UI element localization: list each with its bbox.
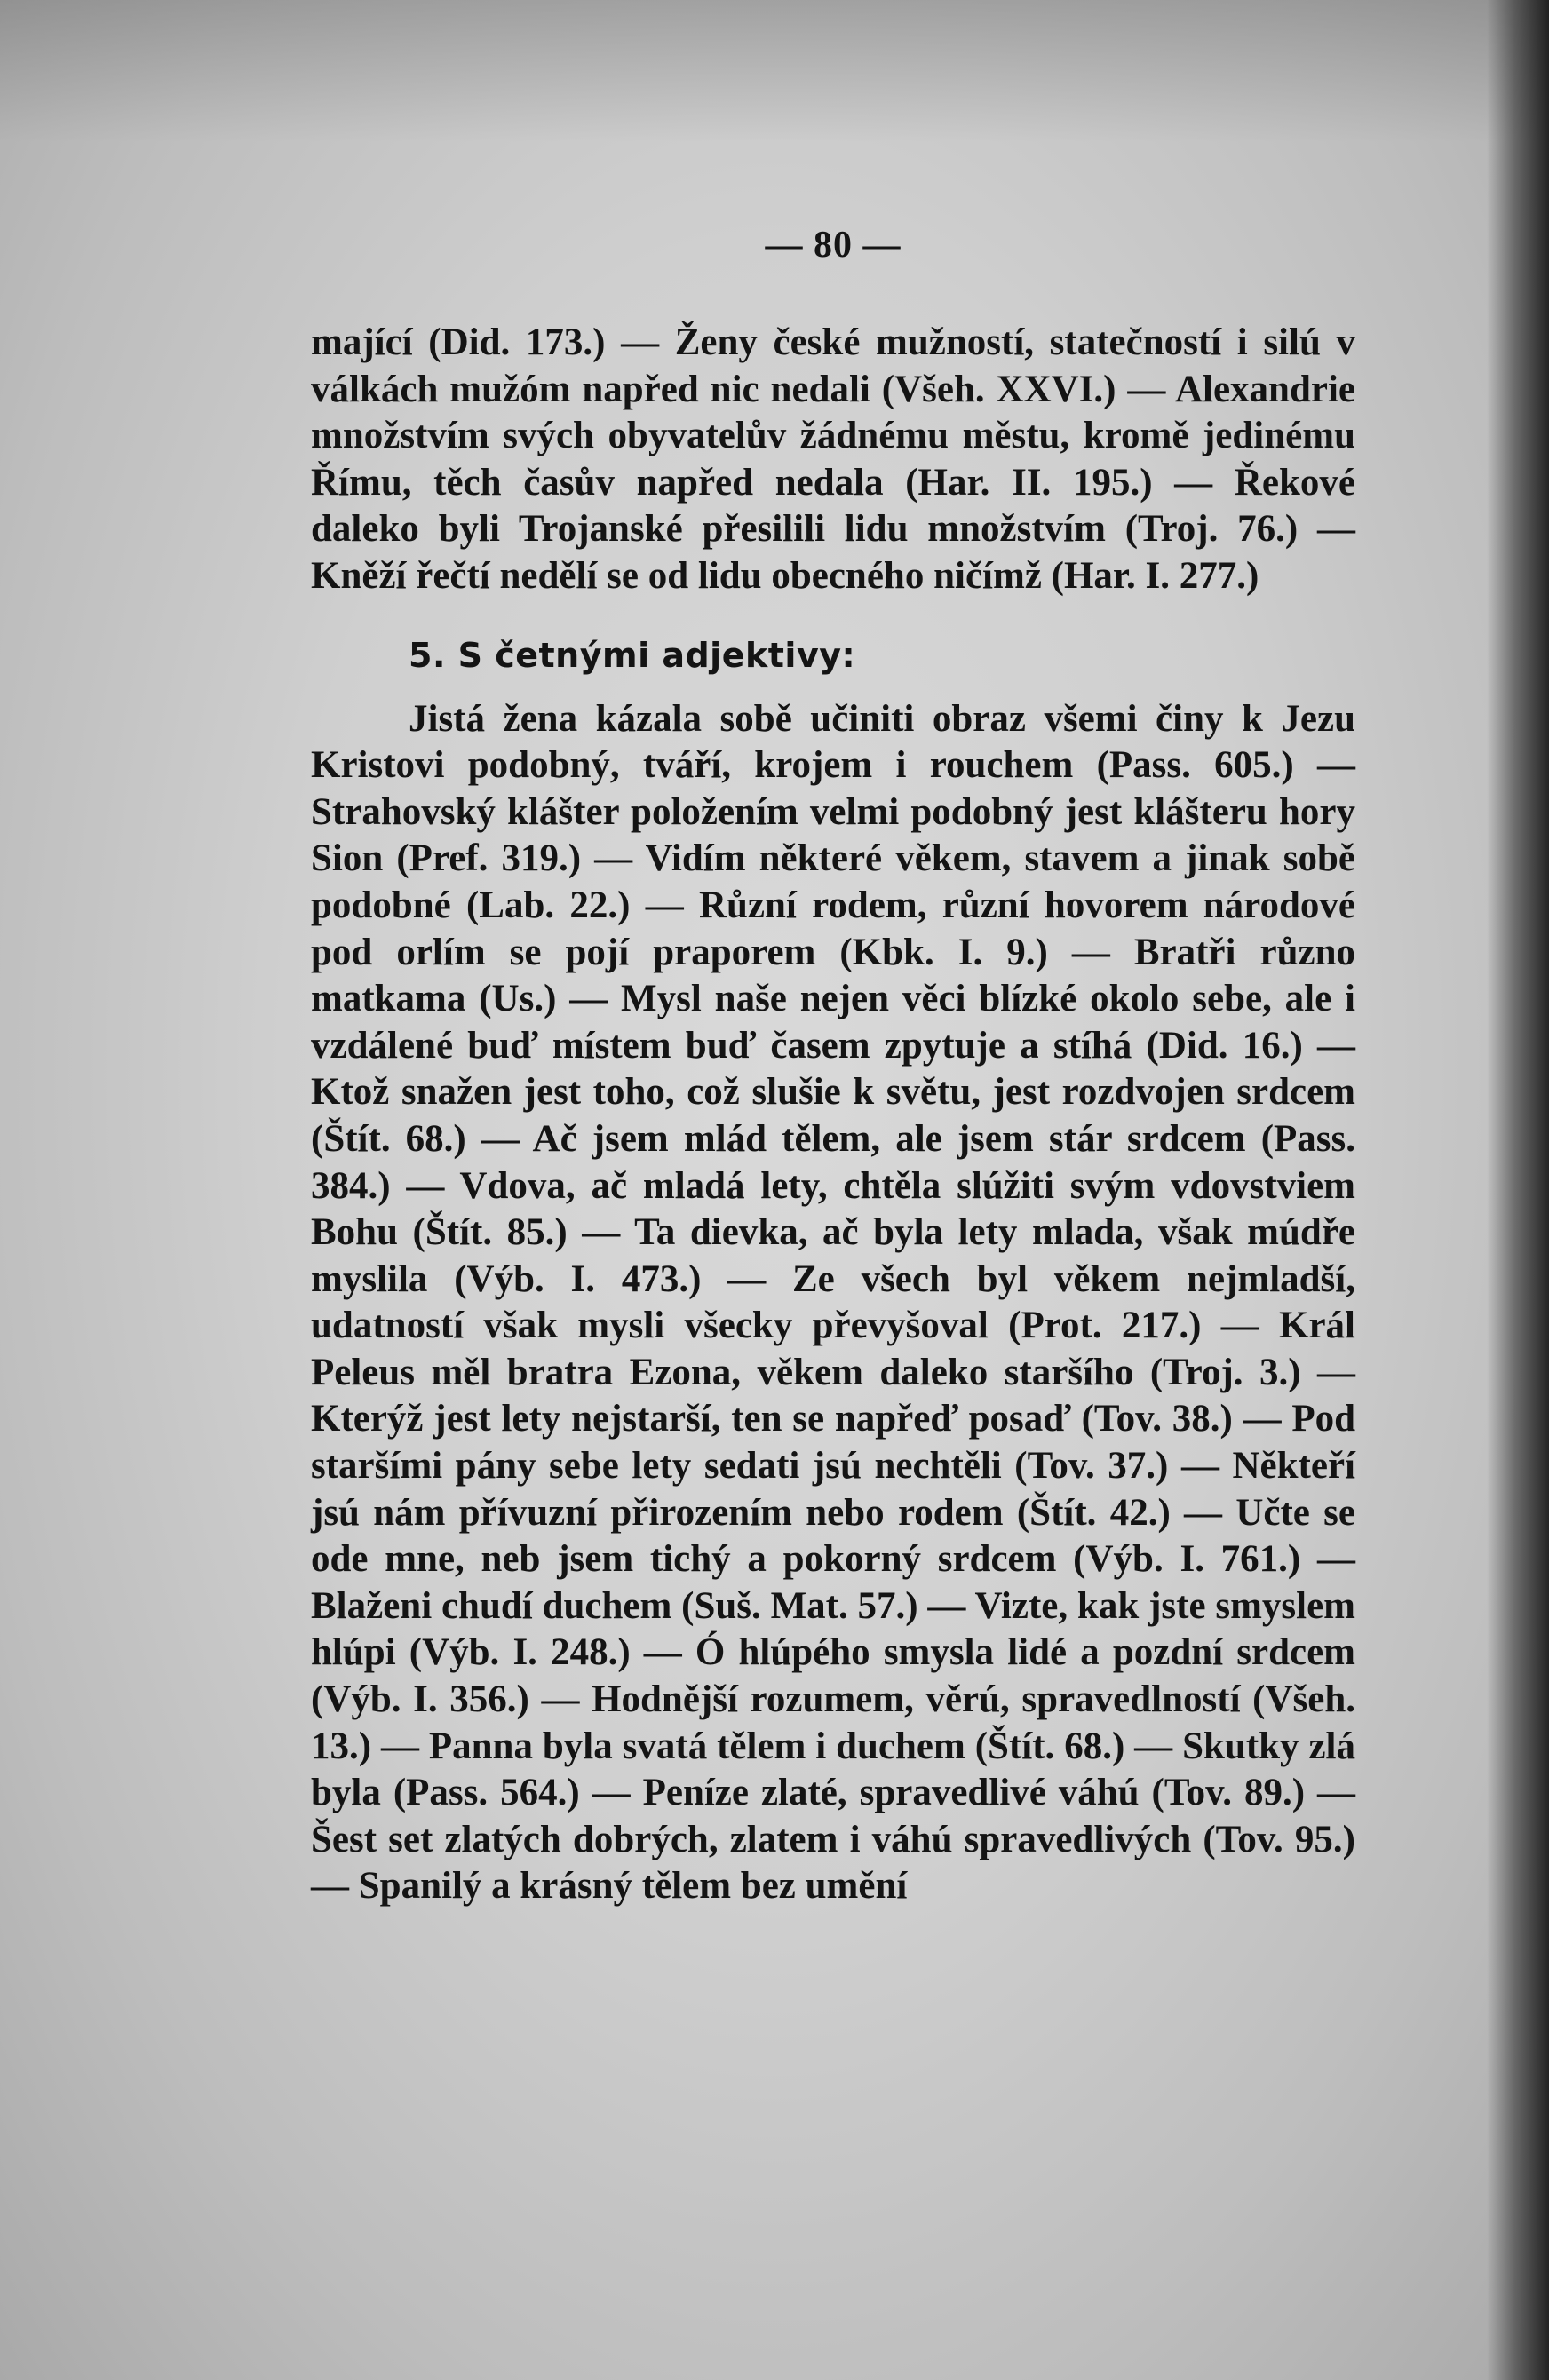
paragraph-1-text: mající (Did. 173.) — Ženy české mužností, statečností i silú v válkách mužóm napřed nic nedali (Všeh. XXVI.) — Alexandrie množstvím svých obyvatelův žádnému městu, kromě jedinému Římu, těch časův napřed nedala (Har. II. 195.) — Řekové daleko byli Trojanské přesilili lidu množstvím (Troj. 76.) — Kněží řečtí nedělí se od lidu obecného ničímž (Har. I. 277.) xyxy=(311,321,1355,597)
text-block xyxy=(311,222,1355,1910)
section-heading: 5. S četnými adjektivy: xyxy=(409,635,856,675)
paragraph-examples xyxy=(311,696,1355,1910)
binding-edge-shadow xyxy=(1487,0,1549,2380)
page-number: — 80 — xyxy=(765,225,902,266)
top-shading xyxy=(0,0,1549,142)
paragraph-2-text: Jistá žena kázala sobě učiniti obraz všemi činy k Jezu Kristovi podobný, tváří, krojem i rouchem (Pass. 605.) — Strahovský klášter položením velmi podobný jest klášteru hory Sion (Pref. 319.) — Vidím některé věkem, stavem a jinak sobě podobné (Lab. 22.) — Různí rodem, různí hovorem národové pod orlím se pojí praporem (Kbk. I. 9.) — Bratři různo matkama (Us.) — Mysl naše nejen věci blízké okolo sebe, ale i vzdálené buď místem buď časem zpytuje a stíhá (Did. 16.) — Ktož snažen jest toho, což slušie k světu, jest rozdvojen srdcem (Štít. 68.) — Ač jsem mlád tělem, ale jsem stár srdcem (Pass. 384.) — Vdova, ač mladá lety, chtěla slúžiti svým vdovstviem Bohu (Štít. 85.) — Ta dievka, ač byla lety mlada, však múdře myslila (Výb. I. 473.) — Ze všech byl věkem nejmladší, udatností však mysli všecky převyšoval (Prot. 217.) — Král Peleus měl bratra Ezona, věkem daleko staršího (Troj. 3.) — Kterýž jest lety nejstarší, ten se napřeď posaď (Tov. 38.) — Pod staršími pány sebe lety sedati jsú nechtěli (Tov. 37.) — Někteří jsú nám přívuzní přirozením nebo rodem (Štít. 42.) — Učte se ode mne, neb jsem tichý a pokorný srdcem (Výb. I. 761.) — Blaženi chudí duchem (Suš. Mat. 57.) — Vizte, kak jste smyslem hlúpi (Výb. I. 248.) — Ó hlúpého smysla lidé a pozdní srdcem (Výb. I. 356.) — Hodnější rozumem, věrú, spravedlností (Všeh. 13.) — Panna byla svatá tělem i duchem (Štít. 68.) — Skutky zlá byla (Pass. 564.) — Peníze zlaté, spravedlivé váhú (Tov. 89.) — Šest set zlatých dobrých, zlatem i váhú spravedlivých (Tov. 95.) — Spanilý a krásný tělem bez umění xyxy=(311,697,1355,1908)
paragraph-continuation xyxy=(311,320,1355,600)
